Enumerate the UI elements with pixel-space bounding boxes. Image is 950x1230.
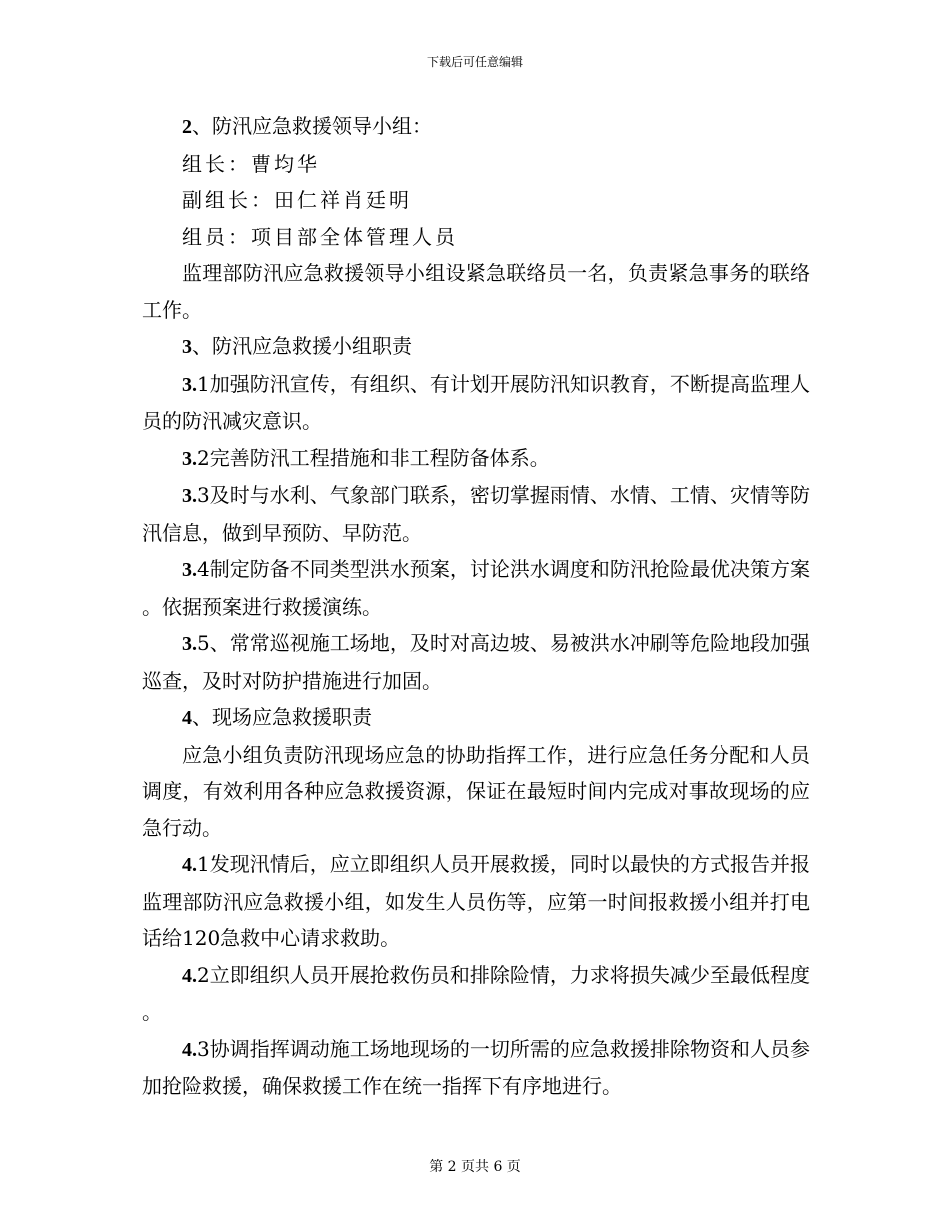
paragraph-2: [142, 108, 810, 146]
section-number: 2: [182, 116, 192, 138]
paragraph-4: [142, 699, 810, 737]
paragraph-text: 1发现汛情后，应立即组织人员开展救援，同时以最快的方式报告并报监理部防汛应急救援小组，如发生人员伤等，应第一时间报救援小组并打电话给120急救中心请求救助。: [142, 852, 810, 950]
paragraph-text: 组长：曹均华: [182, 151, 320, 176]
paragraph-members: [142, 219, 810, 256]
paragraph-text: 应急小组负责防汛现场应急的协助指挥工作，进行应急任务分配和人员调度，有效利用各种应急救援资源，保证在最短时间内完成对事故现场的应急行动。: [142, 742, 810, 840]
paragraph-3-3: [142, 477, 810, 551]
paragraph-3-4: [142, 551, 810, 625]
paragraph-3: [142, 328, 810, 366]
paragraph-text: 1加强防汛宣传，有组织、有计划开展防汛知识教育，不断提高监理人员的防汛减灾意识。: [142, 371, 810, 433]
paragraph-text: 、现场应急救援职责: [192, 705, 372, 729]
section-number: 3.: [182, 485, 197, 507]
paragraph-4-1: [142, 846, 810, 957]
section-number: 3: [182, 336, 192, 358]
paragraph-4-3: [142, 1031, 810, 1105]
section-number: 3.: [182, 447, 197, 470]
page-header: 下载后可任意编辑: [426, 55, 523, 69]
section-number: 4.: [182, 964, 197, 987]
paragraph-text: 3协调指挥调动施工场地现场的一切所需的应急救援排除物资和人员参加抢险救援，确保救援工作在统一指挥下有序地进行。: [142, 1036, 810, 1098]
paragraph-text: 副组长：田仁祥肖廷明: [182, 188, 412, 212]
paragraph-text: 、防汛应急救援小组职责: [192, 334, 412, 358]
paragraph-3-5: [142, 625, 810, 699]
paragraph-deputy-leader: [142, 182, 810, 219]
paragraph-text: 4制定防备不同类型洪水预案，讨论洪水调度和防汛抢险最优决策方案。依据预案进行救援演练。: [142, 557, 810, 619]
paragraph-3-1: [142, 366, 810, 440]
paragraph-4-2: [142, 957, 810, 1031]
section-number: 3.: [182, 633, 197, 655]
document-body: [142, 108, 810, 1105]
section-number: 4.: [182, 1038, 197, 1061]
paragraph-text: 5、常常巡视施工场地，及时对高边坡、易被洪水冲刷等危险地段加强巡查，及时对防护措施进行加固。: [142, 631, 810, 693]
paragraph-text: 2立即组织人员开展抢救伤员和排除险情，力求将损失减少至最低程度。: [142, 962, 810, 1024]
section-number: 4.: [182, 854, 197, 876]
page-footer: 第 2 页共 6 页: [429, 1159, 521, 1175]
paragraph-text: 3及时与水利、气象部门联系，密切掌握雨情、水情、工情、灾情等防汛信息，做到早预防、早防范。: [142, 483, 810, 545]
section-number: 3.: [182, 559, 197, 581]
paragraph-liaison: [142, 255, 810, 328]
paragraph-text: 组员：项目部全体管理人员: [182, 224, 458, 249]
section-number: 4: [182, 707, 192, 729]
paragraph-text: 、防汛应急救援领导小组：: [192, 114, 432, 138]
paragraph-3-2: [142, 440, 810, 478]
paragraph-text: 监理部防汛应急救援领导小组设紧急联络员一名，负责紧急事务的联络工作。: [142, 261, 810, 322]
paragraph-leader: [142, 146, 810, 183]
paragraph-text: 2完善防汛工程措施和非工程防备体系。: [197, 445, 550, 470]
paragraph-emergency-team: [142, 737, 810, 847]
section-number: 3.: [182, 373, 197, 396]
